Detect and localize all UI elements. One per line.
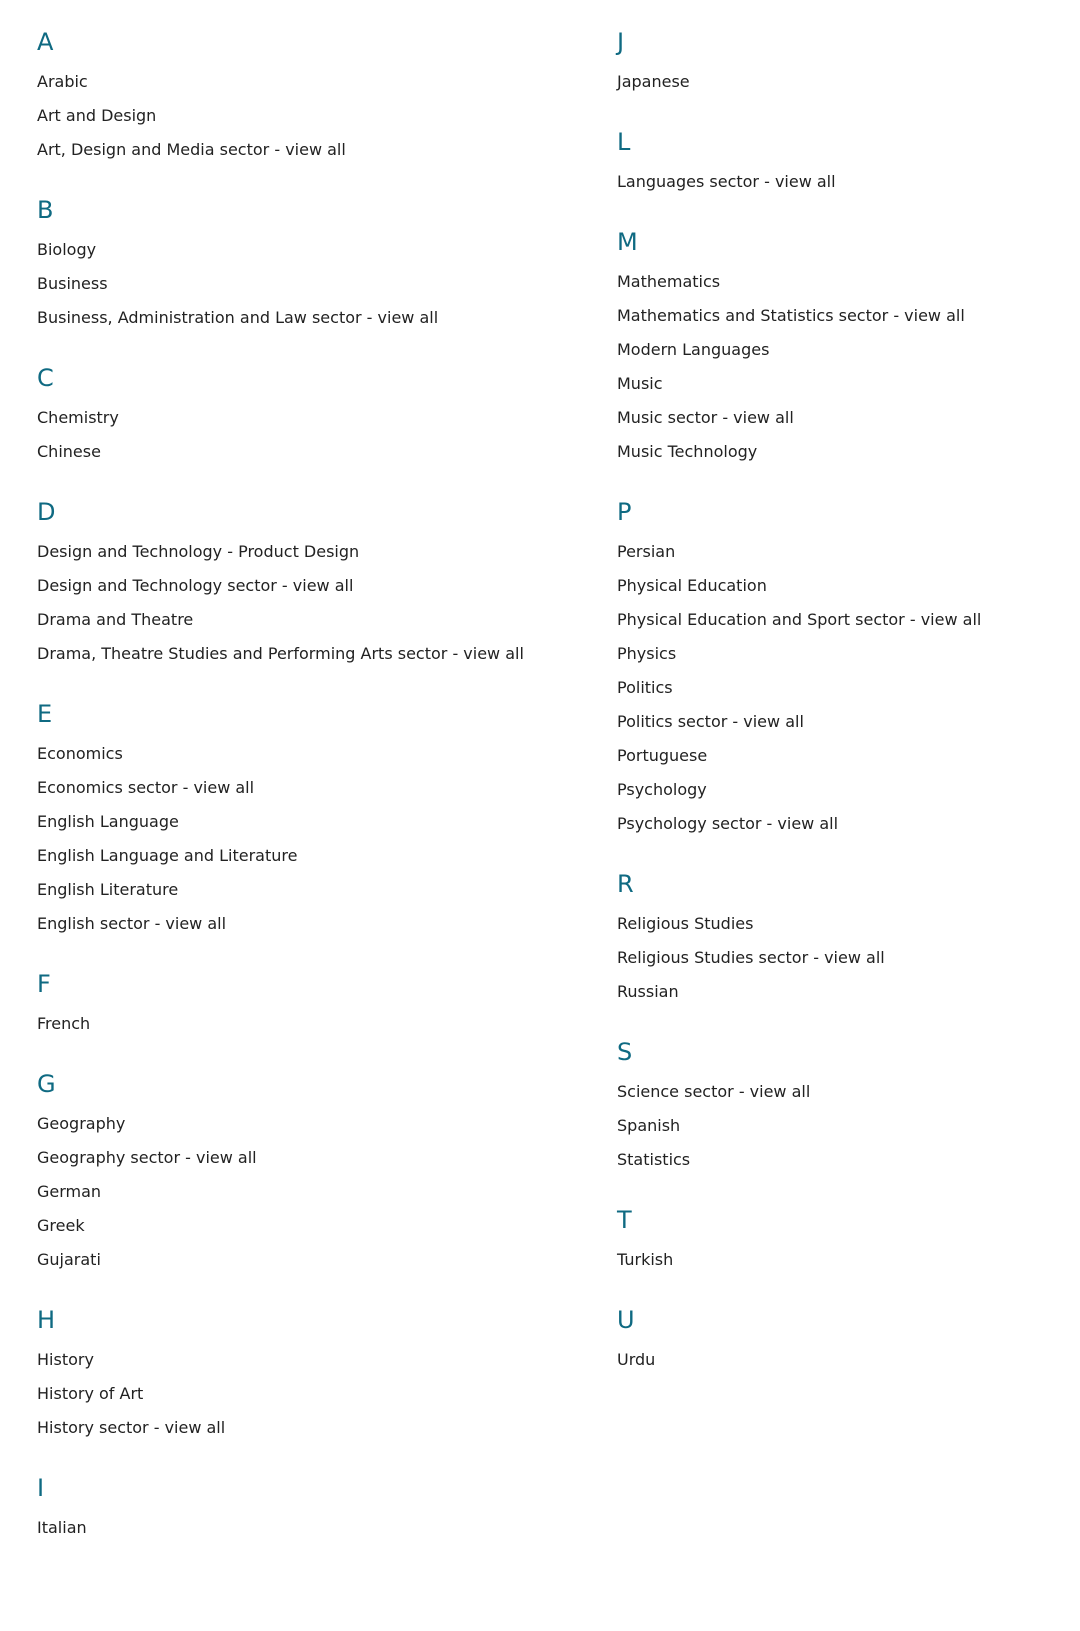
list-item xyxy=(37,1175,557,1209)
letter-group xyxy=(617,1037,1080,1177)
list-item xyxy=(37,233,557,267)
subject-link[interactable]: Art, Design and Media sector - view all xyxy=(37,140,346,159)
list-item xyxy=(37,301,557,335)
list-item xyxy=(37,603,557,637)
list-item xyxy=(37,99,557,133)
subject-link[interactable]: Politics sector - view all xyxy=(617,712,804,731)
subject-link[interactable]: Economics xyxy=(37,744,123,763)
subject-link[interactable]: German xyxy=(37,1182,102,1201)
list-item xyxy=(37,1007,557,1041)
subject-link[interactable]: Mathematics and Statistics sector - view all xyxy=(617,306,965,325)
subject-link[interactable]: Modern Languages xyxy=(617,340,770,359)
list-item xyxy=(37,401,557,435)
list-item xyxy=(37,1343,557,1377)
subject-list xyxy=(617,1243,1080,1277)
list-item xyxy=(37,1411,557,1445)
letter-group xyxy=(37,699,557,941)
letter-heading: L xyxy=(617,128,631,156)
letter-heading: E xyxy=(37,700,53,728)
list-item xyxy=(617,401,1080,435)
subject-link[interactable]: Music Technology xyxy=(617,442,758,461)
list-item xyxy=(37,435,557,469)
list-item xyxy=(617,265,1080,299)
subject-link[interactable]: Mathematics xyxy=(617,272,721,291)
subject-link[interactable]: History of Art xyxy=(37,1384,144,1403)
subject-link[interactable]: English Literature xyxy=(37,880,179,899)
subject-list xyxy=(37,1007,557,1041)
list-item xyxy=(37,771,557,805)
subject-link[interactable]: Statistics xyxy=(617,1150,691,1169)
letter-heading: S xyxy=(617,1038,633,1066)
letter-group xyxy=(37,1069,557,1277)
subject-link[interactable]: Physical Education and Sport sector - view all xyxy=(617,610,982,629)
subject-link[interactable]: Drama and Theatre xyxy=(37,610,194,629)
list-item xyxy=(617,705,1080,739)
subject-link[interactable]: French xyxy=(37,1014,91,1033)
subject-list xyxy=(617,907,1080,1009)
subject-link[interactable]: Biology xyxy=(37,240,97,259)
letter-heading: J xyxy=(617,28,625,56)
subject-link[interactable]: Art and Design xyxy=(37,106,157,125)
subject-link[interactable]: Religious Studies xyxy=(617,914,754,933)
letter-heading: D xyxy=(37,498,56,526)
subject-link[interactable]: Psychology sector - view all xyxy=(617,814,839,833)
subject-list xyxy=(617,165,1080,199)
letter-heading: I xyxy=(37,1474,45,1502)
subject-column-right xyxy=(617,27,1080,1405)
letter-heading: P xyxy=(617,498,632,526)
subject-list xyxy=(37,233,557,335)
list-item xyxy=(617,569,1080,603)
list-item xyxy=(617,1243,1080,1277)
subject-list xyxy=(37,737,557,941)
subject-link[interactable]: Arabic xyxy=(37,72,88,91)
list-item xyxy=(37,907,557,941)
subject-link[interactable]: Science sector - view all xyxy=(617,1082,811,1101)
list-item xyxy=(617,907,1080,941)
subject-link[interactable]: Drama, Theatre Studies and Performing Arts sector - view all xyxy=(37,644,524,663)
subject-link[interactable]: Gujarati xyxy=(37,1250,101,1269)
list-item xyxy=(617,773,1080,807)
subject-link[interactable]: Portuguese xyxy=(617,746,708,765)
letter-heading: F xyxy=(37,970,51,998)
list-item xyxy=(617,535,1080,569)
letter-heading: H xyxy=(37,1306,56,1334)
subject-link[interactable]: Music xyxy=(617,374,663,393)
subject-link[interactable]: Russian xyxy=(617,982,679,1001)
subject-link[interactable]: Geography xyxy=(37,1114,126,1133)
subject-list xyxy=(617,65,1080,99)
list-item xyxy=(617,1143,1080,1177)
letter-heading: M xyxy=(617,228,638,256)
list-item xyxy=(617,941,1080,975)
list-item xyxy=(37,1511,557,1545)
list-item xyxy=(37,1377,557,1411)
subject-list xyxy=(37,1343,557,1445)
subject-link[interactable]: Economics sector - view all xyxy=(37,778,255,797)
list-item xyxy=(37,569,557,603)
subject-link[interactable]: English sector - view all xyxy=(37,914,227,933)
list-item xyxy=(37,737,557,771)
subject-list xyxy=(37,1107,557,1277)
letter-heading: B xyxy=(37,196,54,224)
list-item xyxy=(617,671,1080,705)
list-item xyxy=(37,637,557,671)
subject-link[interactable]: Turkish xyxy=(617,1250,674,1269)
list-item xyxy=(37,267,557,301)
letter-group xyxy=(37,363,557,469)
subject-link[interactable]: English Language xyxy=(37,812,179,831)
letter-group xyxy=(617,869,1080,1009)
list-item xyxy=(617,1075,1080,1109)
letter-group xyxy=(37,497,557,671)
letter-group xyxy=(37,1305,557,1445)
subject-link[interactable]: Urdu xyxy=(617,1350,656,1369)
list-item xyxy=(37,1141,557,1175)
letter-heading: T xyxy=(617,1206,632,1234)
letter-group xyxy=(37,1473,557,1545)
subject-link[interactable]: Religious Studies sector - view all xyxy=(617,948,885,967)
letter-heading: G xyxy=(37,1070,56,1098)
list-item xyxy=(37,1243,557,1277)
list-item xyxy=(617,165,1080,199)
list-item xyxy=(37,65,557,99)
subject-link[interactable]: Chinese xyxy=(37,442,101,461)
subject-list xyxy=(37,401,557,469)
subject-link[interactable]: Business xyxy=(37,274,108,293)
subject-link[interactable]: Business, Administration and Law sector - view all xyxy=(37,308,439,327)
letter-heading: A xyxy=(37,28,54,56)
subject-list xyxy=(617,265,1080,469)
subject-link[interactable]: Chemistry xyxy=(37,408,119,427)
list-item xyxy=(37,133,557,167)
subject-link[interactable]: Psychology xyxy=(617,780,707,799)
subject-list xyxy=(617,1343,1080,1377)
subject-list xyxy=(37,1511,557,1545)
letter-heading: R xyxy=(617,870,634,898)
letter-group xyxy=(37,969,557,1041)
subject-link[interactable]: History sector - view all xyxy=(37,1418,226,1437)
subject-list xyxy=(617,535,1080,841)
list-item xyxy=(617,807,1080,841)
letter-heading: U xyxy=(617,1306,635,1334)
subject-link[interactable]: History xyxy=(37,1350,94,1369)
list-item xyxy=(617,637,1080,671)
list-item xyxy=(617,65,1080,99)
list-item xyxy=(617,975,1080,1009)
letter-heading: C xyxy=(37,364,54,392)
list-item xyxy=(37,1209,557,1243)
letter-group xyxy=(37,195,557,335)
subject-link[interactable]: Politics xyxy=(617,678,673,697)
letter-group xyxy=(617,1205,1080,1277)
subject-link[interactable]: Greek xyxy=(37,1216,85,1235)
subject-link[interactable]: English Language and Literature xyxy=(37,846,298,865)
letter-group xyxy=(617,227,1080,469)
list-item xyxy=(617,299,1080,333)
list-item xyxy=(37,535,557,569)
list-item xyxy=(37,839,557,873)
list-item xyxy=(617,1343,1080,1377)
subject-link[interactable]: Italian xyxy=(37,1518,87,1537)
list-item xyxy=(617,333,1080,367)
list-item xyxy=(617,1109,1080,1143)
list-item xyxy=(617,367,1080,401)
subject-list xyxy=(37,535,557,671)
subject-list xyxy=(617,1075,1080,1177)
letter-group xyxy=(617,497,1080,841)
subject-link[interactable]: Physics xyxy=(617,644,677,663)
list-item xyxy=(617,603,1080,637)
list-item xyxy=(37,1107,557,1141)
subject-column-left xyxy=(37,27,557,1573)
subject-link[interactable]: Spanish xyxy=(617,1116,681,1135)
subject-link[interactable]: Music sector - view all xyxy=(617,408,794,427)
letter-group xyxy=(617,27,1080,99)
subject-list xyxy=(37,65,557,167)
subject-link[interactable]: Design and Technology sector - view all xyxy=(37,576,354,595)
list-item xyxy=(37,873,557,907)
letter-group xyxy=(617,1305,1080,1377)
letter-group xyxy=(37,27,557,167)
letter-group xyxy=(617,127,1080,199)
subject-link[interactable]: Geography sector - view all xyxy=(37,1148,257,1167)
subject-link[interactable]: Languages sector - view all xyxy=(617,172,836,191)
subject-link[interactable]: Persian xyxy=(617,542,676,561)
subject-link[interactable]: Japanese xyxy=(617,72,690,91)
subject-link[interactable]: Physical Education xyxy=(617,576,767,595)
subject-link[interactable]: Design and Technology - Product Design xyxy=(37,542,360,561)
list-item xyxy=(617,739,1080,773)
list-item xyxy=(37,805,557,839)
list-item xyxy=(617,435,1080,469)
